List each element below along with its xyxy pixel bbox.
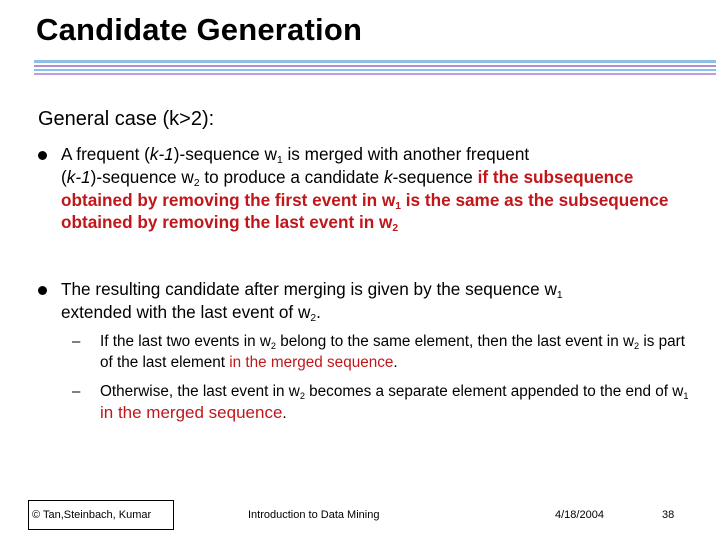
sub-bullet-text: If the last two events in $w_2$ belong to the same element, then the last event in $w_2$ is part of the last element in the merged sequence. bbox=[100, 333, 686, 371]
subheading: General case (k>2): bbox=[38, 108, 215, 130]
title-divider-line bbox=[34, 60, 716, 63]
sub-bullet-dash: – bbox=[72, 333, 81, 350]
bullet-dot-icon bbox=[38, 286, 47, 295]
highlighted-phrase: in the merged sequence bbox=[100, 402, 283, 422]
footer-date: 4/18/2004 bbox=[555, 509, 604, 521]
slide-title: Candidate Generation bbox=[36, 12, 363, 47]
footer-course: Introduction to Data Mining bbox=[248, 509, 380, 521]
footer-copyright: © Tan,Steinbach, Kumar bbox=[28, 500, 174, 530]
sub-bullet-dash: – bbox=[72, 383, 81, 400]
sub-bullet-text: Otherwise, the last event in $w_2$ becomes a separate element appended to the end of $w_1$ in the merged sequence. bbox=[100, 383, 689, 422]
title-divider-line bbox=[34, 65, 716, 67]
title-divider-line bbox=[34, 73, 716, 75]
footer-page-number: 38 bbox=[662, 509, 675, 521]
bullet-text: A frequent (k-1)-sequence $w_1$ is merged with another frequent (k-1)-sequence $w_2$ to produce a candidate k-sequence if the subsequence obtained by removing the first event in $w_1$ is the same as the subsequence obtained by removing the last event in $w_2$ bbox=[61, 144, 669, 235]
bullet-dot-icon bbox=[38, 151, 47, 160]
bullet-text: The resulting candidate after merging is given by the sequence $w_1$ extended with the last event of $w_2$. bbox=[61, 279, 563, 324]
title-divider-line bbox=[34, 69, 716, 71]
highlighted-phrase: in the merged sequence bbox=[229, 353, 394, 371]
highlighted-condition: if the subsequence obtained by removing the first event in $w_1$ is the same as the subsequence obtained by removing the last event in $w_2$ bbox=[61, 166, 669, 235]
